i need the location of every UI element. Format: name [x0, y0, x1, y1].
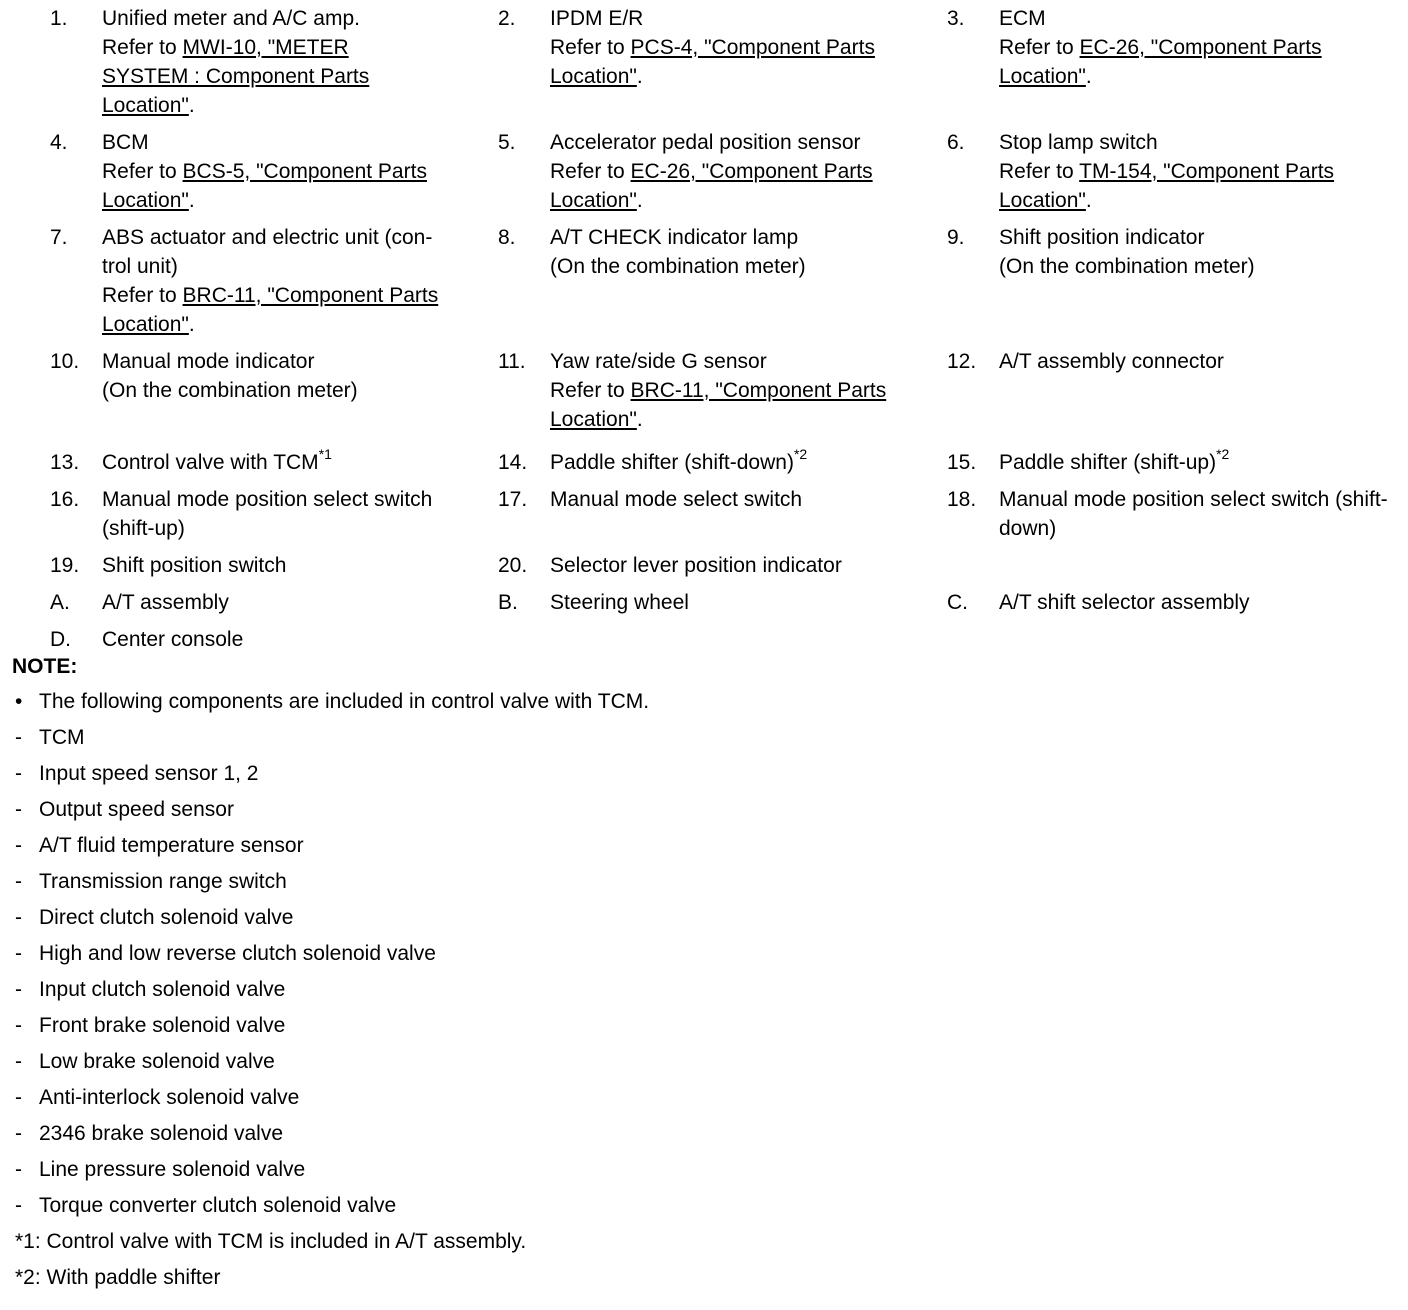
item-body: [102, 347, 448, 434]
item-body: [102, 448, 448, 477]
footnote-ref: *2: [793, 446, 808, 462]
item-title: Stop lamp switch: [999, 131, 1158, 154]
item-letter: C.: [947, 591, 968, 614]
legend-item: [0, 588, 448, 617]
item-number: 13.: [50, 451, 80, 474]
dash-icon: -: [15, 906, 22, 929]
refer-prefix: Refer to: [999, 160, 1080, 183]
period: .: [636, 189, 643, 212]
note-bullet: [12, 684, 649, 720]
note-section: [12, 650, 649, 1296]
item-title: IPDM E/R: [550, 7, 644, 30]
component-list-item: [12, 756, 649, 792]
legend-item-empty: [897, 551, 1408, 580]
bullet-icon: •: [15, 690, 23, 713]
item-number: 2.: [498, 7, 516, 30]
item-title: A/T CHECK indicator lamp: [550, 226, 799, 249]
component-list-item: [12, 1152, 649, 1188]
reference-link[interactable]: MWI-10, "METER SYSTEM : Component Parts Location": [102, 36, 370, 117]
component-list-item: [12, 936, 649, 972]
legend-item: [897, 588, 1408, 617]
component-list-item: [12, 1008, 649, 1044]
item-title: Manual mode position select switch (shift-down): [999, 488, 1388, 540]
period: .: [636, 408, 643, 431]
item-body: [550, 128, 897, 215]
reference-link[interactable]: EC-26, "Component Parts Location": [550, 160, 873, 212]
item-title: Yaw rate/side G sensor: [550, 350, 767, 373]
item-number: 11.: [498, 350, 526, 373]
period: .: [188, 94, 195, 117]
legend-item: [448, 4, 897, 120]
component-list-item: [12, 900, 649, 936]
legend-item: [0, 223, 448, 339]
refer-prefix: Refer to: [550, 160, 631, 183]
legend-item: [0, 485, 448, 543]
period: .: [1085, 189, 1092, 212]
dash-icon: -: [15, 834, 22, 857]
dash-icon: -: [15, 1158, 22, 1181]
item-number: 7.: [50, 226, 68, 249]
item-title: Shift position indicator: [999, 226, 1205, 249]
reference-link[interactable]: BRC-11, "Component Parts Location": [102, 284, 439, 336]
refer-prefix: Refer to: [550, 36, 631, 59]
dash-icon: -: [15, 1014, 22, 1037]
period: .: [188, 189, 195, 212]
item-title: ABS actuator and electric unit (con-trol unit): [102, 226, 433, 278]
component-name: A/T fluid temperature sensor: [39, 834, 304, 857]
item-letter: D.: [50, 628, 71, 651]
legend-item: [448, 448, 897, 477]
dash-icon: -: [15, 942, 22, 965]
item-body: [550, 448, 897, 477]
legend-item: [897, 448, 1408, 477]
item-number: 16.: [50, 488, 80, 511]
item-title: A/T assembly connector: [999, 350, 1224, 373]
item-subtitle: (On the combination meter): [102, 379, 358, 402]
item-letter: A.: [50, 591, 70, 614]
refer-prefix: Refer to: [102, 160, 183, 183]
dash-icon: -: [15, 762, 22, 785]
item-title: ECM: [999, 7, 1046, 30]
component-name: Anti-interlock solenoid valve: [39, 1086, 300, 1109]
item-title: Control valve with TCM: [102, 451, 319, 474]
component-list-item: [12, 792, 649, 828]
item-body: [999, 448, 1408, 477]
component-list-item: [12, 1080, 649, 1116]
item-title: Paddle shifter (shift-up): [999, 451, 1217, 474]
legend-item: [448, 223, 897, 339]
legend-item: [897, 223, 1408, 339]
item-body: [550, 347, 897, 434]
item-title: Accelerator pedal position sensor: [550, 131, 861, 154]
item-body: [550, 4, 897, 120]
item-number: 8.: [498, 226, 516, 249]
item-body: [999, 223, 1408, 339]
note-bullet-text: The following components are included in control valve with TCM.: [39, 690, 650, 713]
component-list-item: [12, 828, 649, 864]
refer-prefix: Refer to: [102, 284, 183, 307]
dash-icon: -: [15, 978, 22, 1001]
item-number: 15.: [947, 451, 977, 474]
item-title: Unified meter and A/C amp.: [102, 7, 360, 30]
component-name: Low brake solenoid valve: [39, 1050, 275, 1073]
dash-icon: -: [15, 1086, 22, 1109]
item-title: Manual mode position select switch (shift-up): [102, 488, 433, 540]
item-body: [999, 128, 1408, 215]
dash-icon: -: [15, 870, 22, 893]
component-list-item: [12, 720, 649, 756]
refer-prefix: Refer to: [999, 36, 1080, 59]
legend-item: [0, 448, 448, 477]
dash-icon: -: [15, 1194, 22, 1217]
component-name: TCM: [39, 726, 85, 749]
component-name: Direct clutch solenoid valve: [39, 906, 294, 929]
component-name: Output speed sensor: [39, 798, 234, 821]
item-title: Steering wheel: [550, 591, 689, 614]
component-list-item: [12, 1188, 649, 1224]
legend-item: [0, 4, 448, 120]
item-body: [550, 223, 897, 339]
item-letter: B.: [498, 591, 518, 614]
component-list-item: [12, 1044, 649, 1080]
item-number: 9.: [947, 226, 965, 249]
period: .: [1085, 65, 1092, 88]
item-title: [999, 551, 1408, 580]
refer-prefix: Refer to: [550, 379, 631, 402]
footnote-2: *2: With paddle shifter: [15, 1266, 221, 1289]
item-number: 19.: [50, 554, 80, 577]
reference-link[interactable]: EC-26, "Component Parts Location": [999, 36, 1322, 88]
item-number: 4.: [50, 131, 68, 154]
item-body: [102, 223, 448, 339]
component-legend-grid: [0, 4, 1408, 662]
component-name: High and low reverse clutch solenoid valve: [39, 942, 436, 965]
footnote-1: *1: Control valve with TCM is included in A/T assembly.: [15, 1230, 527, 1253]
item-title: Shift position switch: [102, 554, 287, 577]
item-title: Manual mode indicator: [102, 350, 315, 373]
component-list-item: [12, 972, 649, 1008]
component-name: 2346 brake solenoid valve: [39, 1122, 284, 1145]
legend-item: [0, 347, 448, 434]
item-number: 12.: [947, 350, 977, 373]
item-title: Manual mode select switch: [550, 488, 803, 511]
item-body: [999, 4, 1408, 120]
item-title: BCM: [102, 131, 149, 154]
legend-item: [897, 347, 1408, 434]
item-title: Center console: [102, 628, 244, 651]
item-body: [102, 4, 448, 120]
legend-item: [0, 551, 448, 580]
item-number: 20.: [498, 554, 528, 577]
legend-item: [448, 347, 897, 434]
component-name: Line pressure solenoid valve: [39, 1158, 306, 1181]
item-number: 14.: [498, 451, 528, 474]
reference-link[interactable]: TM-154, "Component Parts Location": [999, 160, 1335, 212]
period: .: [636, 65, 643, 88]
legend-item: [897, 485, 1408, 543]
item-title: Selector lever position indicator: [550, 554, 842, 577]
item-title: Paddle shifter (shift-down): [550, 451, 794, 474]
note-heading: NOTE:: [12, 655, 78, 678]
item-number: 1.: [50, 7, 68, 30]
dash-icon: -: [15, 1122, 22, 1145]
footnote-ref: *1: [318, 446, 332, 462]
item-number: 3.: [947, 7, 965, 30]
component-name: Transmission range switch: [39, 870, 287, 893]
item-number: 17.: [498, 488, 528, 511]
item-subtitle: (On the combination meter): [999, 255, 1255, 278]
item-number: 18.: [947, 488, 977, 511]
dash-icon: -: [15, 726, 22, 749]
item-number: [897, 551, 999, 580]
reference-link[interactable]: BCS-5, "Component Parts Location": [102, 160, 427, 212]
reference-link[interactable]: PCS-4, "Component Parts Location": [550, 36, 875, 88]
component-list-item: [12, 1116, 649, 1152]
item-body: [999, 347, 1408, 434]
component-name: Torque converter clutch solenoid valve: [39, 1194, 397, 1217]
component-list-item: [12, 864, 649, 900]
component-name: Front brake solenoid valve: [39, 1014, 286, 1037]
item-body: [102, 128, 448, 215]
item-title: A/T shift selector assembly: [999, 591, 1250, 614]
item-number: 5.: [498, 131, 516, 154]
legend-item: [448, 551, 897, 580]
item-title: A/T assembly: [102, 591, 229, 614]
legend-item: [897, 4, 1408, 120]
legend-item: [448, 588, 897, 617]
component-name: Input speed sensor 1, 2: [39, 762, 259, 785]
item-number: 6.: [947, 131, 965, 154]
footnote-ref: *2: [1216, 446, 1230, 462]
legend-item: [448, 485, 897, 543]
period: .: [188, 313, 195, 336]
legend-item: [448, 128, 897, 215]
component-name: Input clutch solenoid valve: [39, 978, 286, 1001]
refer-prefix: Refer to: [102, 36, 183, 59]
reference-link[interactable]: BRC-11, "Component Parts Location": [550, 379, 887, 431]
item-number: 10.: [50, 350, 80, 373]
legend-item: [897, 128, 1408, 215]
dash-icon: -: [15, 798, 22, 821]
legend-item: [0, 128, 448, 215]
dash-icon: -: [15, 1050, 22, 1073]
item-subtitle: (On the combination meter): [550, 255, 806, 278]
